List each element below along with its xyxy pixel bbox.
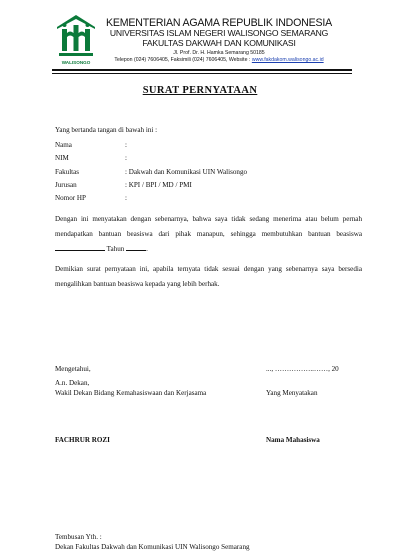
letterhead-university: UNIVERSITAS ISLAM NEGERI WALISONGO SEMARANG bbox=[109, 28, 329, 38]
field-label-fakultas: Fakultas bbox=[55, 168, 80, 176]
field-label-nim: NIM bbox=[55, 154, 69, 162]
sign-left-an-dekan: A.n. Dekan, bbox=[55, 379, 90, 387]
field-value-nim: : bbox=[125, 154, 127, 162]
letterhead-ministry: KEMENTERIAN AGAMA REPUBLIK INDONESIA bbox=[106, 17, 332, 29]
document-title-text: SURAT PERNYATAAN bbox=[142, 85, 258, 96]
beasiswa-name-blank bbox=[55, 243, 105, 251]
cc-label: Tembusan Yth. : bbox=[55, 533, 102, 541]
field-label-nomor-hp: Nomor HP bbox=[55, 194, 86, 202]
letterhead-address: Jl. Prof. Dr. H. Hamka Semarang 50185 bbox=[173, 50, 265, 56]
cc-recipient-1: Dekan Fakultas Dakwah dan Komunikasi UIN Walisongo Semarang bbox=[55, 543, 250, 551]
field-value-jurusan: : KPI / BPI / MD / PMI bbox=[125, 181, 192, 189]
field-value-nomor-hp: : bbox=[125, 194, 127, 202]
tahun-label: Tahun bbox=[106, 245, 125, 253]
sign-left-known: Mengetahui, bbox=[55, 365, 91, 373]
tahun-blank bbox=[126, 243, 146, 251]
letterhead-faculty: FAKULTAS DAKWAH DAN KOMUNIKASI bbox=[142, 38, 296, 48]
closing-paragraph: Demikian surat pernyataan ini, apabila ternyata tidak sesuai dengan yang sebenarnya saya bersedia mengalihkan bantuan beasiswa kepada yang lebih berhak. bbox=[55, 265, 362, 288]
letterhead-rule-thin bbox=[52, 73, 352, 74]
sign-right-label: Yang Menyatakan bbox=[266, 389, 318, 397]
document-title bbox=[0, 85, 400, 96]
field-label-nama: Nama bbox=[55, 141, 72, 149]
field-value-nama: : bbox=[125, 141, 127, 149]
statement-end: . bbox=[146, 245, 148, 253]
logo-caption: WALISONGO bbox=[61, 60, 91, 65]
sign-right-name: Nama Mahasiswa bbox=[266, 436, 320, 444]
website-link[interactable]: www.fakdakom.walisongo.ac.id bbox=[251, 57, 324, 63]
letterhead-contact bbox=[100, 57, 338, 63]
sign-left-name: FACHRUR ROZI bbox=[55, 436, 110, 444]
intro-text: Yang bertanda tangan di bawah ini : bbox=[55, 126, 158, 134]
sign-left-position: Wakil Dekan Bidang Kemahasiswaan dan Kerjasama bbox=[55, 389, 207, 397]
letterhead-rule-thick bbox=[52, 69, 352, 71]
statement-paragraph bbox=[55, 212, 362, 257]
sign-right-date: ..., ……………..……, 20 bbox=[266, 365, 339, 373]
field-label-jurusan: Jurusan bbox=[55, 181, 77, 189]
field-value-fakultas: : Dakwah dan Komunikasi UIN Walisongo bbox=[125, 168, 248, 176]
statement-text: Dengan ini menyatakan dengan sebenarnya, bahwa saya tidak sedang menerima atau belum pernah mendapatkan bantuan beasiswa dari pihak manapun, sehingga membutuhkan bantuan beasiswa bbox=[55, 215, 362, 238]
university-logo bbox=[55, 13, 97, 71]
letterhead-contact-text: Telepon (024) 7606405, Faksimili (024) 7606405, Website : bbox=[114, 57, 252, 63]
